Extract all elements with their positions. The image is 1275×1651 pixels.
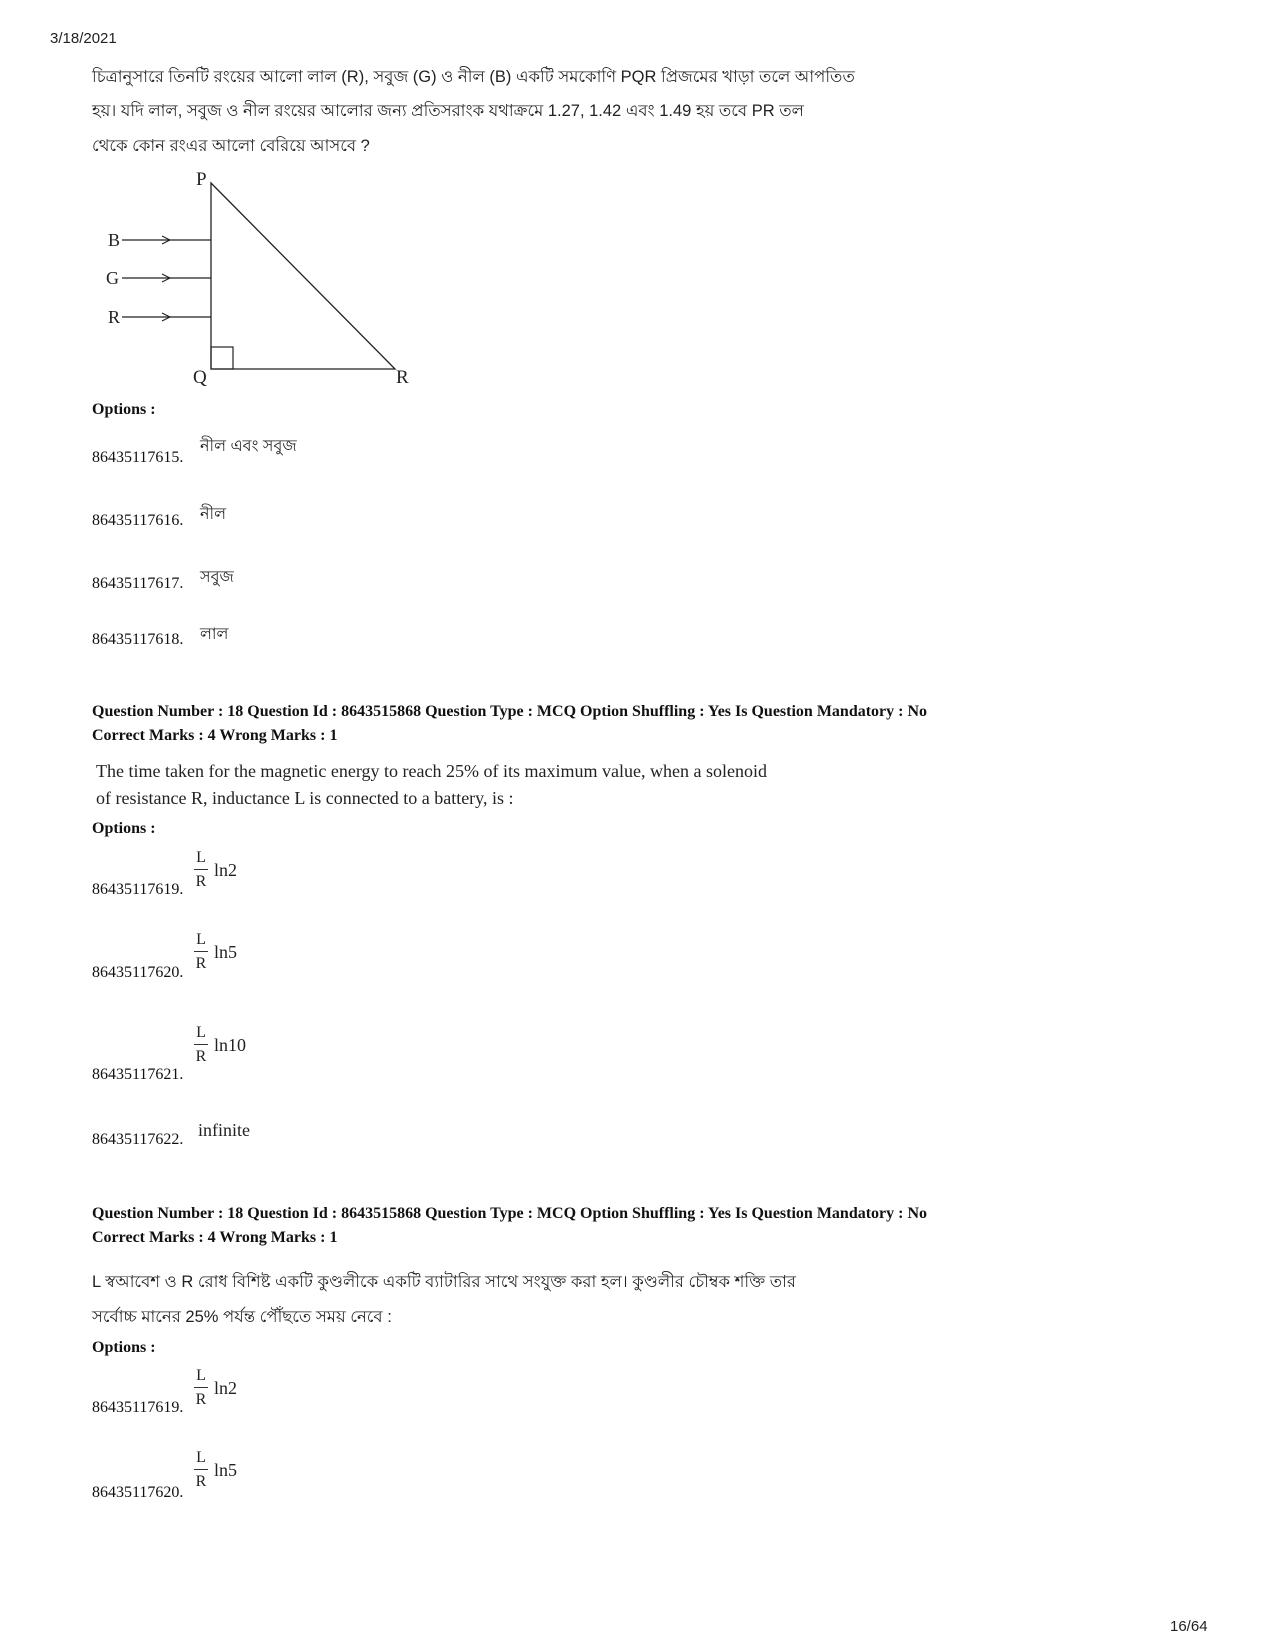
q17-text-line-3: থেকে কোন রংএর আলো বেরিয়ে আসবে ? [92,137,370,155]
option-formula: $\frac{L}{R}$ ln2 [195,1367,238,1408]
q17-options-label: Options : [92,401,156,418]
prism-figure [90,165,430,390]
label-ray-b: B [108,230,121,250]
q18-bn-meta-line-2: Correct Marks : 4 Wrong Marks : 1 [92,1229,338,1246]
option-text: সবুজ [200,569,234,586]
option-id: 86435117619. [92,881,184,898]
option-text: নীল এবং সবুজ [200,438,297,455]
q17-text-line-2: হয়। যদি লাল, সবুজ ও নীল রংয়ের আলোর জন্য প্রতিসরাংক যথাক্রমে 1.27, 1.42 এবং 1.49 হয় তবে PR তল [92,102,804,120]
q18-en-meta-line-1: Question Number : 18 Question Id : 8643515868 Question Type : MCQ Option Shuffling : Yes Is Question Mandatory : No [92,703,928,720]
q18-bn-text-line-1: L স্বআবেশ ও R রোধ বিশিষ্ট একটি কুণ্ডলীকে একটি ব্যাটারির সাথে সংযুক্ত করা হল। কুণ্ডলীর চৌম্বক শক্তি তার [92,1273,796,1291]
option-text: লাল [200,626,229,643]
option-id: 86435117622. [92,1131,184,1148]
label-ray-g: G [106,268,119,288]
option-formula: $\frac{L}{R}$ ln5 [195,931,238,972]
label-q: Q [193,367,207,388]
option-id: 86435117621. [92,1066,184,1083]
option-formula: $\frac{L}{R}$ ln5 [195,1449,238,1490]
q18-en-text-line-2: of resistance R, inductance L is connected to a battery, is : [96,788,514,808]
label-r: R [396,367,409,388]
fraction: $\frac{L}{R}$ [195,849,207,890]
prism-triangle [211,183,395,369]
option-id: 86435117616. [92,512,184,529]
q17-text-line-1: চিত্রানুসারে তিনটি রংয়ের আলো লাল (R), সবুজ (G) ও নীল (B) একটি সমকোণি PQR প্রিজমের খাড়া তলে আপতিত [92,68,855,86]
q18-bn-text-line-2: সর্বোচ্চ মানের 25% পর্যন্ত পৌঁছতে সময় নেবে : [92,1308,392,1326]
option-formula: $\frac{L}{R}$ ln10 [195,1024,247,1065]
option-id: 86435117618. [92,631,184,648]
fraction: $\frac{L}{R}$ [195,1449,207,1490]
q18-bn-meta-line-1: Question Number : 18 Question Id : 8643515868 Question Type : MCQ Option Shuffling : Yes Is Question Mandatory : No [92,1205,928,1222]
option-formula: $\frac{L}{R}$ ln2 [195,849,238,890]
option-text: infinite [198,1120,250,1140]
print-date: 3/18/2021 [50,30,117,47]
option-id: 86435117615. [92,449,184,466]
option-id: 86435117619. [92,1399,184,1416]
fraction: $\frac{L}{R}$ [195,1024,207,1065]
q18-en-text-line-1: The time taken for the magnetic energy to reach 25% of its maximum value, when a solenoid [96,761,767,781]
option-id: 86435117620. [92,964,184,981]
q18-en-meta-line-2: Correct Marks : 4 Wrong Marks : 1 [92,727,338,744]
option-id: 86435117617. [92,575,184,592]
label-ray-r: R [108,307,121,327]
q18-en-options-label: Options : [92,820,156,837]
fraction: $\frac{L}{R}$ [195,1367,207,1408]
option-id: 86435117620. [92,1484,184,1501]
right-angle-marker [211,347,233,369]
label-p: P [196,169,207,190]
fraction: $\frac{L}{R}$ [195,931,207,972]
page-number: 16/64 [1170,1618,1208,1635]
option-text: নীল [200,506,227,523]
q18-bn-options-label: Options : [92,1339,156,1356]
